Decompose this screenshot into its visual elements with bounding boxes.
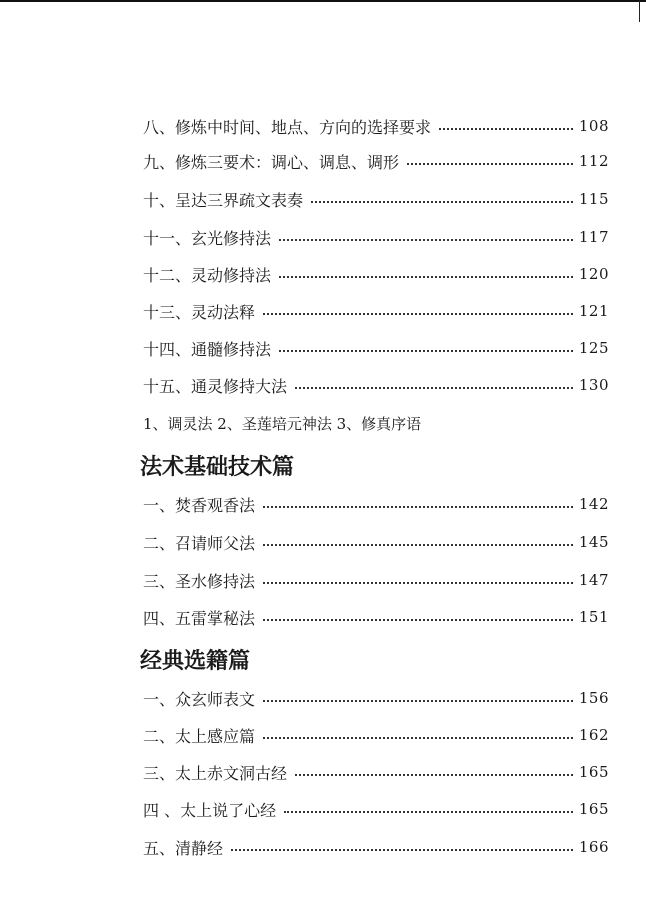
dot-leader [263,506,573,508]
toc-entry [143,529,609,555]
toc-entry [143,722,609,748]
toc-entry-label: 十一、玄光修持法 [143,228,272,248]
toc-entry [143,113,609,139]
dot-leader [439,128,573,130]
dot-leader [295,774,573,776]
dot-leader [263,737,573,739]
dot-leader [263,700,573,702]
toc-entry [143,335,609,361]
toc-entry [143,491,609,517]
toc-entry [143,298,609,324]
toc-entry-page: 162 [578,726,609,744]
toc-entry [143,759,609,785]
right-border-line [639,0,640,22]
toc-entry-page: 125 [578,339,609,357]
dot-leader [263,313,573,315]
dot-leader [407,163,573,165]
dot-leader [311,201,573,203]
toc-entry [143,372,609,398]
toc-entry-label: 五、清静经 [143,838,224,858]
toc-entry [143,224,609,250]
section-title: 法术基础技术篇 [140,455,295,480]
dot-leader [279,239,573,241]
toc-entry-page: 165 [578,763,609,781]
toc-entry [143,148,609,174]
toc-entry-page: 121 [578,302,609,320]
toc-entry [143,567,609,593]
toc-entry-label: 二、召请师父法 [143,533,256,553]
toc-entry-page: 120 [578,265,609,283]
toc-entry-page: 166 [578,838,609,856]
toc-entry-label: 四、五雷掌秘法 [143,608,256,628]
dot-leader [231,849,573,851]
toc-entry-page: 145 [578,533,609,551]
dot-leader [263,619,573,621]
toc-entry-label: 十二、灵动修持法 [143,265,272,285]
toc-entry-label: 四 、太上说了心经 [143,800,277,820]
dot-leader [295,387,573,389]
dot-leader [263,582,573,584]
toc-entry-page: 165 [578,800,609,818]
toc-entry [143,186,609,212]
toc-entry-label: 一、焚香观香法 [143,495,256,515]
toc-entry-label: 二、太上感应篇 [143,726,256,746]
top-border-line [0,0,646,2]
toc-entry-label: 九、修炼三要术：调心、调息、调形 [143,152,400,172]
toc-entry-page: 147 [578,571,609,589]
toc-entry [143,604,609,630]
dot-leader [284,811,573,813]
toc-entry-page: 115 [578,190,609,208]
toc-entry-page: 151 [578,608,609,626]
toc-entry-page: 130 [578,376,609,394]
section-title: 经典选籍篇 [140,649,251,674]
toc-entry-label: 十四、通髓修持法 [143,339,272,359]
toc-entry-label: 十三、灵动法释 [143,302,256,322]
dot-leader [263,544,573,546]
toc-entry [143,834,609,860]
toc-entry-page: 142 [578,495,609,513]
dot-leader [279,276,573,278]
toc-entry-page: 156 [578,689,609,707]
toc-entry-label: 一、众玄师表文 [143,689,256,709]
toc-entry-label: 十、呈达三界疏文表奏 [143,190,304,210]
toc-entry-page: 108 [578,117,609,135]
dot-leader [279,350,573,352]
toc-entry [143,261,609,287]
toc-entry [143,685,609,711]
toc-sub-note: 1、调灵法 2、圣莲培元神法 3、修真序语 [143,415,422,433]
toc-entry-page: 112 [578,152,609,170]
toc-entry-label: 三、圣水修持法 [143,571,256,591]
toc-entry-label: 八、修炼中时间、地点、方向的选择要求 [143,117,432,137]
toc-entry-label: 三、太上赤文洞古经 [143,763,288,783]
toc-entry-page: 117 [578,228,609,246]
toc-entry [143,796,609,822]
toc-entry-label: 十五、通灵修持大法 [143,376,288,396]
